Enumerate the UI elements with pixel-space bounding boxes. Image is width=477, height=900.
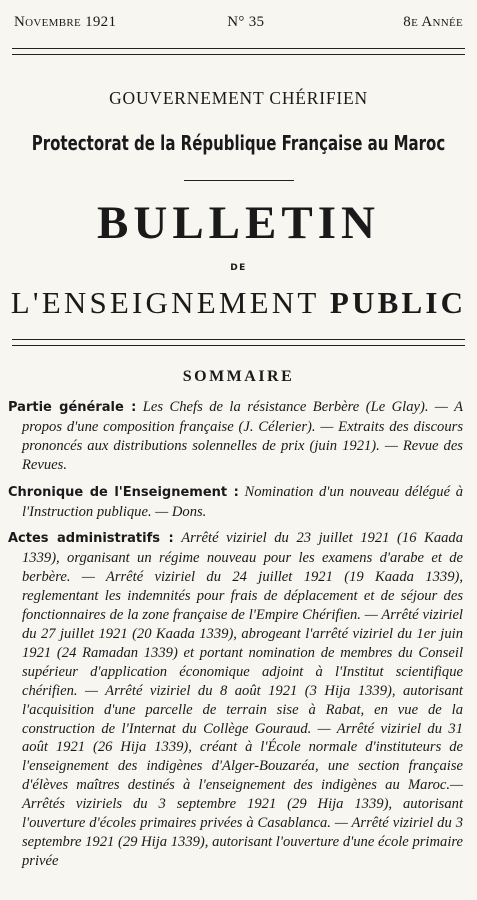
bulletin-title: BULLETIN (97, 197, 380, 249)
issue-date: Novembre 1921 (14, 14, 117, 30)
subtitle-part-a: L'ENSEIGNEMENT (10, 285, 319, 320)
masthead-rule (12, 48, 465, 55)
issue-number: N° 35 (227, 14, 265, 30)
summary-heading: SOMMAIRE (182, 368, 295, 385)
header-rule (12, 339, 465, 346)
summary-sections (8, 398, 463, 879)
section-heading: Chronique de l'Enseignement : (8, 484, 239, 500)
section-text: Arrêté viziriel du 23 juillet 1921 (16 Kaada 1339), organisant un régime nouveau pour les examens d'arabe et de berbère. — Arrêté viziriel du 24 juillet 1921 (19 Kaada 1339), reglementant les indemnités pour frais de déplacement et de séjour des fonctionnaires de la zone française de l'Empire Chérifien. — Arrêté viziriel du 27 juillet 1921 (20 Kaada 1339), abrogeant l'arrêté viziriel du 1er juin 1921 (24 Ramadan 1339) et portant nomination de membres du Conseil supérieur d'application économique adjoint à l'Institut scientifique chérifien. — Arrêté viziriel du 8 août 1921 (3 Hija 1339), autorisant l'acquisition d'une parcelle de terrain sise à Rabat, en vue de la construction de l'Internat du Collège Gouraud. — Arrêté viziriel du 31 août 1921 (26 Hija 1339), créant à l'École normale d'instituteurs de l'enseignement des indigènes d'Alger-Bouzaréa, une section française d'élèves maîtres destinés à l'enseignement des indigènes au Maroc.— Arrêtés viziriels du 3 septembre 1921 (29 Hija 1339), autorisant l'ouverture d'écoles primaires privées à Casablanca. — Arrêté viziriel du 3 septembre 1921 (29 Hija 1339), autorisant l'ouverture d'une école primaire privée (22, 530, 464, 869)
summary-section-acts (8, 529, 463, 870)
government-heading: GOUVERNEMENT CHÉRIFIEN (109, 88, 368, 108)
summary-section-chronicle (8, 483, 463, 522)
section-heading: Partie générale : (8, 400, 137, 415)
summary-section-general (8, 398, 463, 475)
section-text: Les Chefs de la résistance Berbère (Le Glay). — A propos d'une composition française (J. Célerier). — Extraits des discours prononcés aux distributions solennelles de prix (juin 1921). — Revue des Revues. (22, 399, 463, 473)
bulletin-subtitle (0, 285, 477, 321)
subtitle-part-b: PUBLIC (329, 285, 467, 320)
section-text: Nomination d'un nouveau délégué à l'Instruction publique. — Dons. (22, 483, 463, 520)
title-rule-top (184, 180, 294, 181)
protectorate-heading: Protectorat de la République Française au Maroc (31, 130, 446, 156)
issue-year: 8e Année (403, 14, 463, 30)
title-connector: DE (230, 263, 247, 273)
masthead (14, 14, 463, 31)
section-heading: Actes administratifs : (8, 531, 174, 547)
